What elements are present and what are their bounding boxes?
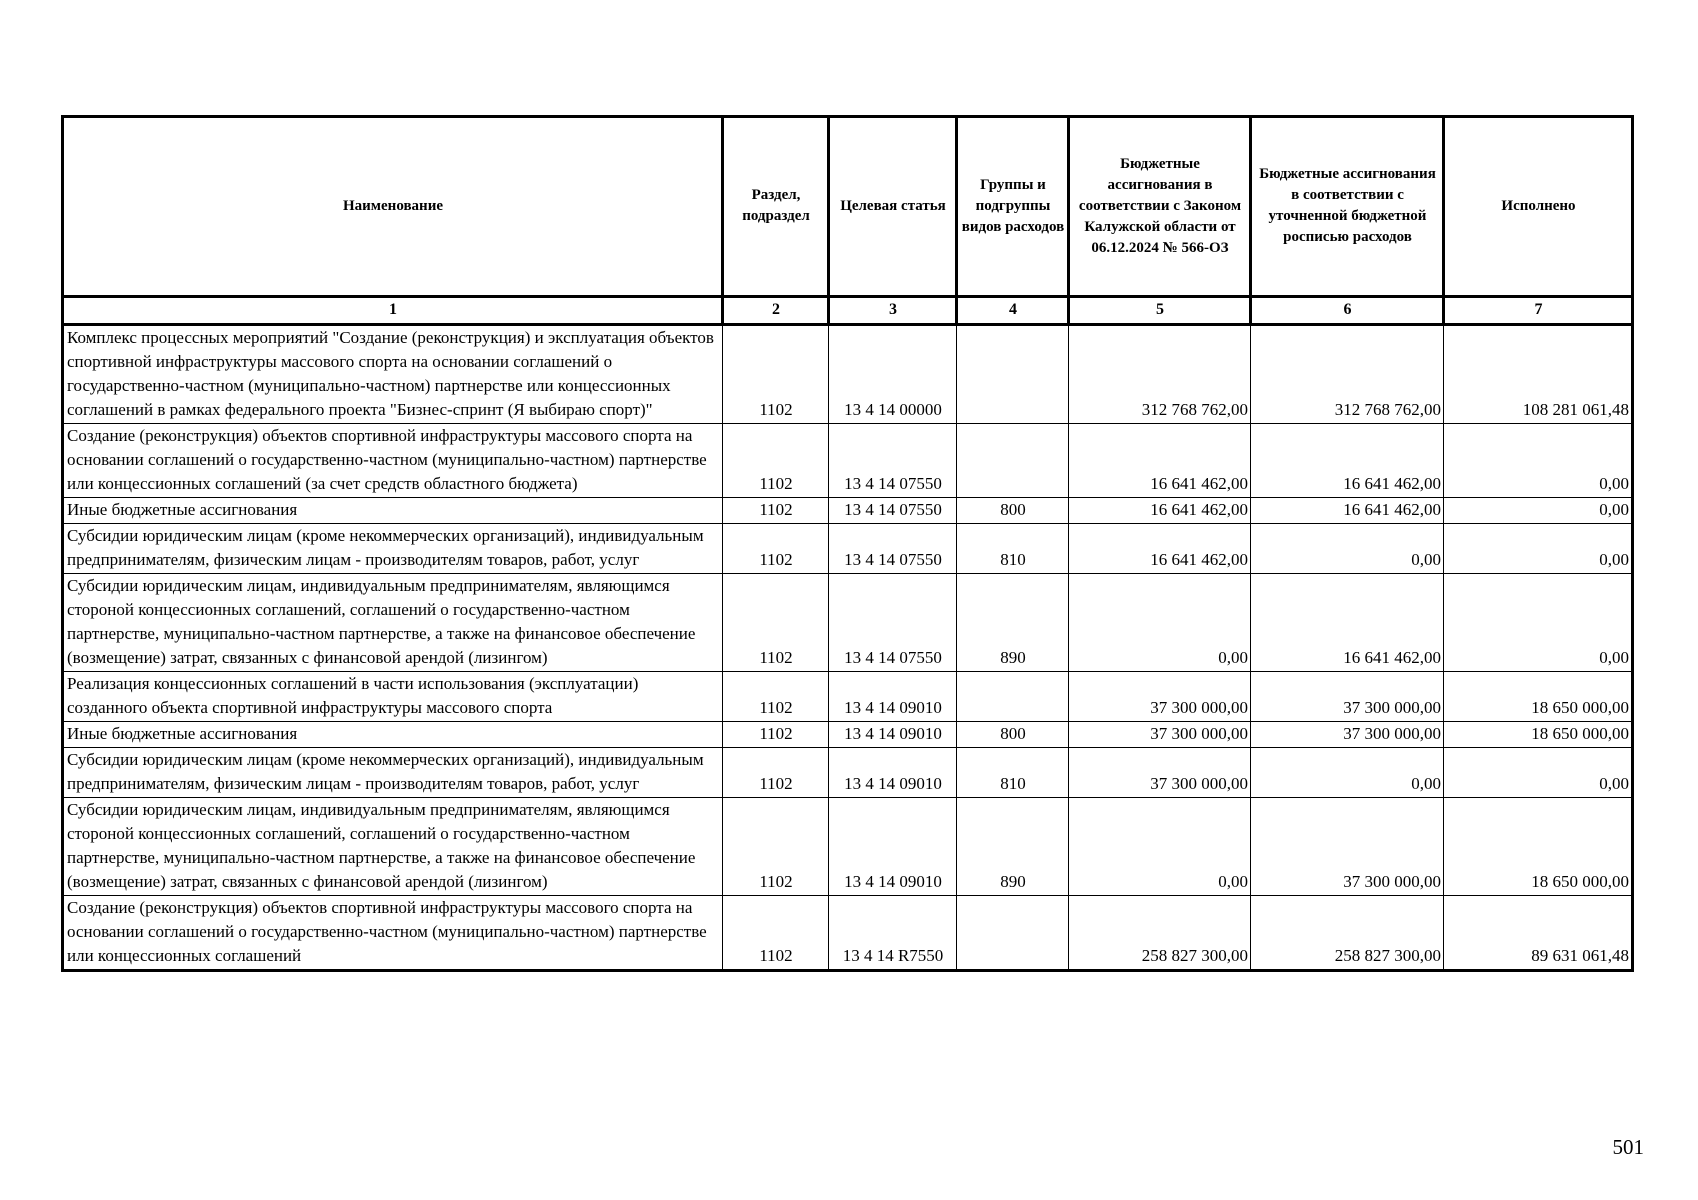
- column-number: 1: [63, 297, 723, 325]
- cell-executed: 0,00: [1444, 498, 1633, 524]
- cell-law: 37 300 000,00: [1069, 748, 1251, 798]
- header-target: Целевая статья: [829, 117, 957, 297]
- cell-name: Иные бюджетные ассигнования: [63, 498, 723, 524]
- column-number: 3: [829, 297, 957, 325]
- column-number: 5: [1069, 297, 1251, 325]
- cell-law: 37 300 000,00: [1069, 672, 1251, 722]
- cell-target: 13 4 14 07550: [829, 524, 957, 574]
- header-executed: Исполнено: [1444, 117, 1633, 297]
- cell-refined: 16 641 462,00: [1251, 574, 1444, 672]
- cell-group: 890: [957, 798, 1069, 896]
- cell-executed: 0,00: [1444, 424, 1633, 498]
- table-row: [63, 325, 1633, 424]
- table-row: [63, 574, 1633, 672]
- cell-target: 13 4 14 09010: [829, 722, 957, 748]
- column-number: 4: [957, 297, 1069, 325]
- cell-refined: 16 641 462,00: [1251, 498, 1444, 524]
- header-section: Раздел, подраздел: [723, 117, 829, 297]
- cell-target: 13 4 14 09010: [829, 798, 957, 896]
- cell-group: [957, 896, 1069, 971]
- cell-executed: 0,00: [1444, 524, 1633, 574]
- column-number: 2: [723, 297, 829, 325]
- cell-group: 800: [957, 498, 1069, 524]
- table-row: [63, 748, 1633, 798]
- cell-law: 16 641 462,00: [1069, 424, 1251, 498]
- table-row: [63, 798, 1633, 896]
- cell-group: 810: [957, 748, 1069, 798]
- cell-group: [957, 325, 1069, 424]
- cell-refined: 0,00: [1251, 748, 1444, 798]
- page-number: 501: [1612, 1135, 1644, 1159]
- cell-name: Субсидии юридическим лицам (кроме некоммерческих организаций), индивидуальным предпринимателям, физическим лицам - производителям товаров, работ, услуг: [63, 748, 723, 798]
- header-refined: Бюджетные ассигнования в соответствии с уточненной бюджетной росписью расходов: [1251, 117, 1444, 297]
- cell-section: 1102: [723, 524, 829, 574]
- cell-law: 0,00: [1069, 574, 1251, 672]
- cell-target: 13 4 14 07550: [829, 574, 957, 672]
- cell-law: 0,00: [1069, 798, 1251, 896]
- cell-target: 13 4 14 00000: [829, 325, 957, 424]
- cell-section: 1102: [723, 672, 829, 722]
- cell-target: 13 4 14 R7550: [829, 896, 957, 971]
- cell-group: [957, 424, 1069, 498]
- cell-name: Субсидии юридическим лицам, индивидуальным предпринимателям, являющимся стороной концессионных соглашений, соглашений о государственно-частном партнерстве, муниципально-частном партнерстве, а также на финансовое обеспечение (возмещение) затрат, связанных с финансовой арендой (лизингом): [63, 798, 723, 896]
- cell-refined: 258 827 300,00: [1251, 896, 1444, 971]
- cell-refined: 37 300 000,00: [1251, 722, 1444, 748]
- cell-target: 13 4 14 07550: [829, 424, 957, 498]
- cell-law: 16 641 462,00: [1069, 524, 1251, 574]
- cell-executed: 18 650 000,00: [1444, 798, 1633, 896]
- cell-group: 810: [957, 524, 1069, 574]
- cell-name: Иные бюджетные ассигнования: [63, 722, 723, 748]
- cell-target: 13 4 14 07550: [829, 498, 957, 524]
- cell-law: 37 300 000,00: [1069, 722, 1251, 748]
- cell-target: 13 4 14 09010: [829, 748, 957, 798]
- cell-target: 13 4 14 09010: [829, 672, 957, 722]
- header-name: Наименование: [63, 117, 723, 297]
- cell-group: [957, 672, 1069, 722]
- cell-section: 1102: [723, 424, 829, 498]
- cell-refined: 312 768 762,00: [1251, 325, 1444, 424]
- cell-section: 1102: [723, 574, 829, 672]
- table-row: [63, 672, 1633, 722]
- cell-law: 312 768 762,00: [1069, 325, 1251, 424]
- cell-name: Реализация концессионных соглашений в части использования (эксплуатации) созданного объекта спортивной инфраструктуры массового спорта: [63, 672, 723, 722]
- column-number: 7: [1444, 297, 1633, 325]
- header-group: Группы и подгруппы видов расходов: [957, 117, 1069, 297]
- cell-law: 16 641 462,00: [1069, 498, 1251, 524]
- cell-section: 1102: [723, 498, 829, 524]
- cell-group: 800: [957, 722, 1069, 748]
- cell-executed: 89 631 061,48: [1444, 896, 1633, 971]
- cell-section: 1102: [723, 325, 829, 424]
- header-law: Бюджетные ассигнования в соответствии с Законом Калужской области от 06.12.2024 № 566-ОЗ: [1069, 117, 1251, 297]
- table-row: [63, 498, 1633, 524]
- cell-law: 258 827 300,00: [1069, 896, 1251, 971]
- cell-name: Комплекс процессных мероприятий "Создание (реконструкция) и эксплуатация объектов спортивной инфраструктуры массового спорта на основании соглашений о государственно-частном (муниципально-частном) партнерстве или концессионных соглашений в рамках федерального проекта "Бизнес-спринт (Я выбираю спорт)": [63, 325, 723, 424]
- cell-name: Создание (реконструкция) объектов спортивной инфраструктуры массового спорта на основании соглашений о государственно-частном (муниципально-частном) партнерстве или концессионных соглашений (за счет средств областного бюджета): [63, 424, 723, 498]
- table-row: [63, 722, 1633, 748]
- cell-name: Создание (реконструкция) объектов спортивной инфраструктуры массового спорта на основании соглашений о государственно-частном (муниципально-частном) партнерстве или концессионных соглашений: [63, 896, 723, 971]
- cell-name: Субсидии юридическим лицам (кроме некоммерческих организаций), индивидуальным предпринимателям, физическим лицам - производителям товаров, работ, услуг: [63, 524, 723, 574]
- cell-section: 1102: [723, 896, 829, 971]
- cell-section: 1102: [723, 748, 829, 798]
- cell-refined: 37 300 000,00: [1251, 798, 1444, 896]
- cell-executed: 18 650 000,00: [1444, 672, 1633, 722]
- cell-group: 890: [957, 574, 1069, 672]
- column-number: 6: [1251, 297, 1444, 325]
- table-row: [63, 896, 1633, 971]
- cell-executed: 0,00: [1444, 574, 1633, 672]
- cell-name: Субсидии юридическим лицам, индивидуальным предпринимателям, являющимся стороной концессионных соглашений, соглашений о государственно-частном партнерстве, муниципально-частном партнерстве, а также на финансовое обеспечение (возмещение) затрат, связанных с финансовой арендой (лизингом): [63, 574, 723, 672]
- cell-section: 1102: [723, 798, 829, 896]
- cell-executed: 18 650 000,00: [1444, 722, 1633, 748]
- cell-refined: 0,00: [1251, 524, 1444, 574]
- cell-refined: 37 300 000,00: [1251, 672, 1444, 722]
- table-row: [63, 424, 1633, 498]
- cell-executed: 0,00: [1444, 748, 1633, 798]
- table-row: [63, 524, 1633, 574]
- budget-table: [61, 115, 1634, 972]
- cell-section: 1102: [723, 722, 829, 748]
- cell-executed: 108 281 061,48: [1444, 325, 1633, 424]
- cell-refined: 16 641 462,00: [1251, 424, 1444, 498]
